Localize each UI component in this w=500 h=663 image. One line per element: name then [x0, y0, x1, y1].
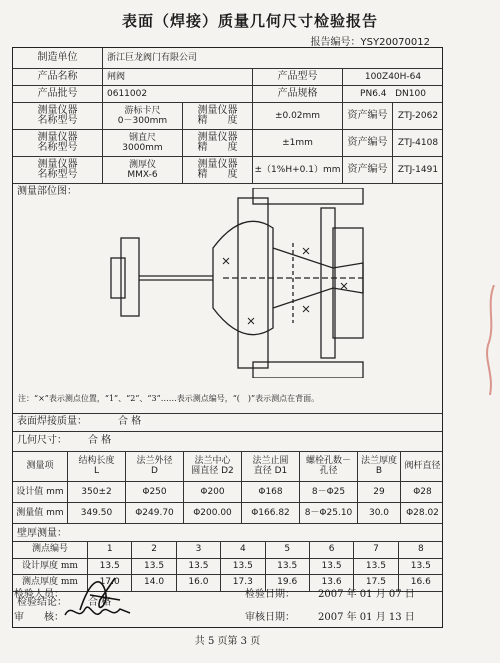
instrument-label-line2: 名称型号: [37, 114, 78, 126]
geometry-measured-cell: 8－Φ25.10: [300, 502, 358, 523]
precision-label: [183, 129, 253, 156]
precision-label: [183, 102, 253, 129]
batch-label: 产品批号: [13, 85, 103, 102]
precision-value: ±1mm: [253, 129, 343, 156]
wall-point-cell: 4: [221, 541, 265, 558]
geometry-header-line1: 法兰外径: [136, 456, 173, 466]
geometry-header: [401, 451, 444, 481]
precision-label-line1: 测量仪器: [197, 131, 238, 143]
wall-design-cell: 13.5: [221, 558, 265, 575]
asset-label: 资产编号: [343, 156, 393, 183]
precision-label: [183, 156, 253, 183]
wall-measured-cell: 17.3: [221, 574, 265, 591]
instrument-name-line1: 游标卡尺: [124, 105, 161, 116]
wall-point-cell: 8: [417, 544, 424, 555]
instrument-label-line1: 测量仪器: [37, 104, 78, 116]
wall-row-label: 测点编号: [13, 541, 88, 558]
inspector-label: 检验人员：: [14, 589, 64, 600]
batch-value: 0611002: [103, 85, 253, 102]
geometry-header: [300, 451, 358, 481]
review-date-value: 2007 年 01 月 13 日: [318, 612, 415, 623]
conclusion-result: 合 格: [88, 597, 112, 608]
geometry-design-cell: Φ250: [126, 481, 184, 502]
geometry-design-cell: Φ28: [413, 486, 432, 497]
geometry-result: 合 格: [88, 435, 112, 446]
precision-label-line2: 精 度: [197, 168, 238, 180]
wall-design-cell: 13.5: [266, 558, 310, 575]
geometry-measured-cell: Φ249.70: [126, 502, 184, 523]
wall-design-cell: 13.5: [354, 558, 398, 575]
inspection-form: [12, 47, 443, 628]
wall-design-cell: 13.5: [177, 558, 221, 575]
geometry-header: [184, 451, 242, 481]
report-number-label: 报告编号：: [310, 37, 361, 48]
model-value: 100Z40H-64: [364, 71, 422, 82]
geometry-header: [13, 451, 68, 481]
spec-value: PN6.4 DN100: [360, 88, 426, 99]
geometry-measured-cell: 349.50: [68, 502, 126, 523]
review-date-label: 审核日期：: [245, 612, 295, 623]
wall-design-cell: 13.5: [410, 560, 431, 571]
instrument-name: [103, 156, 183, 183]
product-name-value: 闸阀: [103, 68, 253, 85]
model-label: 产品型号: [253, 68, 343, 85]
geometry-header-line2: 直径 D1: [253, 466, 288, 476]
inspect-date-label: 检验日期：: [245, 589, 295, 600]
conclusion-label: 检验结论：: [17, 597, 67, 608]
geometry-header-line2: 孔径: [319, 466, 338, 476]
wall-measured-cell: 14.0: [132, 574, 176, 591]
geometry-header: [68, 451, 126, 481]
wall-design-cell: 13.5: [88, 558, 132, 575]
geometry-label: 几何尺寸：: [17, 435, 67, 446]
wall-point-cell: 6: [310, 541, 354, 558]
wall-point-cell: 2: [132, 541, 176, 558]
reviewer-label: 审 核：: [14, 612, 64, 623]
wall-measured-cell: 19.6: [266, 574, 310, 591]
geometry-header-line2: L: [93, 466, 99, 476]
instrument-label-line2: 名称型号: [37, 168, 78, 180]
geometry-header-line1: 结构长度: [78, 456, 115, 466]
instrument-name: [103, 129, 183, 156]
geometry-measured-cell: Φ200.00: [184, 502, 242, 523]
page-footer: 共 5 页第 3 页: [194, 636, 261, 647]
precision-label-line1: 测量仪器: [197, 104, 238, 116]
instrument-name-line2: MMX-6: [127, 169, 158, 180]
wall-row-label: 设计厚度 mm: [13, 558, 88, 575]
reviewer-signature-icon: [60, 597, 135, 627]
surface-label: 表面焊接质量：: [17, 416, 87, 427]
inspect-date-value: 2007 年 01 月 07 日: [318, 589, 415, 600]
geometry-measured-cell: 30.0: [358, 502, 401, 523]
wall-point-cell: 5: [266, 541, 310, 558]
geometry-measured-cell: Φ166.82: [242, 502, 300, 523]
wall-measured-cell: 16.6: [410, 577, 431, 588]
instrument-name-line2: 0－300mm: [117, 115, 168, 126]
report-number: [311, 33, 430, 48]
instrument-label-line1: 测量仪器: [37, 158, 78, 170]
geometry-header-line1: 法兰厚度: [360, 456, 397, 466]
spec-label: 产品规格: [253, 85, 343, 102]
precision-value: ±0.02mm: [253, 102, 343, 129]
geometry-header-line1: 法兰止圆: [252, 456, 289, 466]
diagram-label: 测量部位图：: [17, 186, 77, 197]
wall-point-cell: 7: [354, 541, 398, 558]
precision-label-line2: 精 度: [197, 141, 238, 153]
geometry-header-line1: 阀杆直径: [404, 461, 441, 471]
precision-label-line1: 测量仪器: [197, 158, 238, 170]
geometry-design-cell: 设计值 mm: [13, 481, 68, 502]
geometry-design-cell: Φ200: [184, 481, 242, 502]
instrument-name: [103, 102, 183, 129]
wall-measured-cell: 17.0: [88, 574, 132, 591]
valve-drawing-icon: [103, 188, 373, 378]
asset-label: 资产编号: [343, 102, 393, 129]
geometry-measured-cell: 测量值 mm: [13, 502, 68, 523]
wall-design-cell: 13.5: [132, 558, 176, 575]
geometry-header-line2: B: [375, 466, 383, 476]
wall-design-cell: 13.5: [310, 558, 354, 575]
instrument-label-line2: 名称型号: [37, 141, 78, 153]
instrument-name-line2: 3000mm: [122, 142, 163, 153]
wall-point-cell: 1: [88, 541, 132, 558]
maker-label: 制造单位: [13, 48, 103, 68]
geometry-header-line1: 螺栓孔数－: [305, 456, 351, 466]
wall-point-cell: 3: [177, 541, 221, 558]
geometry-measured-cell: Φ28.02: [406, 507, 439, 518]
diagram-section: [13, 183, 442, 413]
asset-value: ZTJ-4108: [397, 137, 439, 148]
geometry-header-line1: 法兰中心: [194, 456, 231, 466]
instrument-label-line1: 测量仪器: [37, 131, 78, 143]
geometry-design-cell: Φ168: [242, 481, 300, 502]
report-title: 表面（焊接）质量几何尺寸检验报告: [121, 12, 378, 30]
instrument-label: [13, 129, 103, 156]
asset-value: ZTJ-1491: [397, 164, 439, 175]
surface-result: 合 格: [118, 416, 142, 427]
precision-value: ±（1%H+0.1）mm: [253, 156, 343, 183]
instrument-name-line1: 钢直尺: [128, 132, 156, 143]
red-stamp-mark-icon: [480, 285, 500, 395]
product-name-label: 产品名称: [13, 68, 103, 85]
instrument-name-line1: 测厚仪: [128, 159, 156, 170]
wall-measured-cell: 16.0: [177, 574, 221, 591]
geometry-header: [126, 451, 184, 481]
asset-label: 资产编号: [343, 129, 393, 156]
instrument-label: [13, 102, 103, 129]
geometry-header-line2: D: [151, 466, 158, 476]
diagram-note: 注：“×”表示测点位置，“1”、“2”、“3”……表示测点编号，“( )”表示测点在背面。: [18, 394, 320, 403]
geometry-design-cell: 29: [358, 481, 401, 502]
geometry-design-cell: 350±2: [68, 481, 126, 502]
instrument-label: [13, 156, 103, 183]
asset-value: ZTJ-2062: [397, 110, 439, 121]
geometry-design-cell: 8－Φ25: [300, 481, 358, 502]
wall-label: 壁厚测量：: [17, 528, 67, 539]
precision-label-line2: 精 度: [197, 114, 238, 126]
wall-measured-cell: 13.6: [310, 574, 354, 591]
geometry-header: [242, 451, 300, 481]
maker-value: 浙江巨龙阀门有限公司: [107, 53, 198, 63]
geometry-header-line1: 测量项: [26, 461, 54, 471]
wall-row-label: 测点厚度 mm: [13, 574, 88, 591]
geometry-header: [358, 451, 401, 481]
wall-measured-cell: 17.5: [354, 574, 398, 591]
report-number-value: YSY20070012: [360, 37, 430, 48]
geometry-header-line2: 圆直径 D2: [191, 466, 234, 476]
